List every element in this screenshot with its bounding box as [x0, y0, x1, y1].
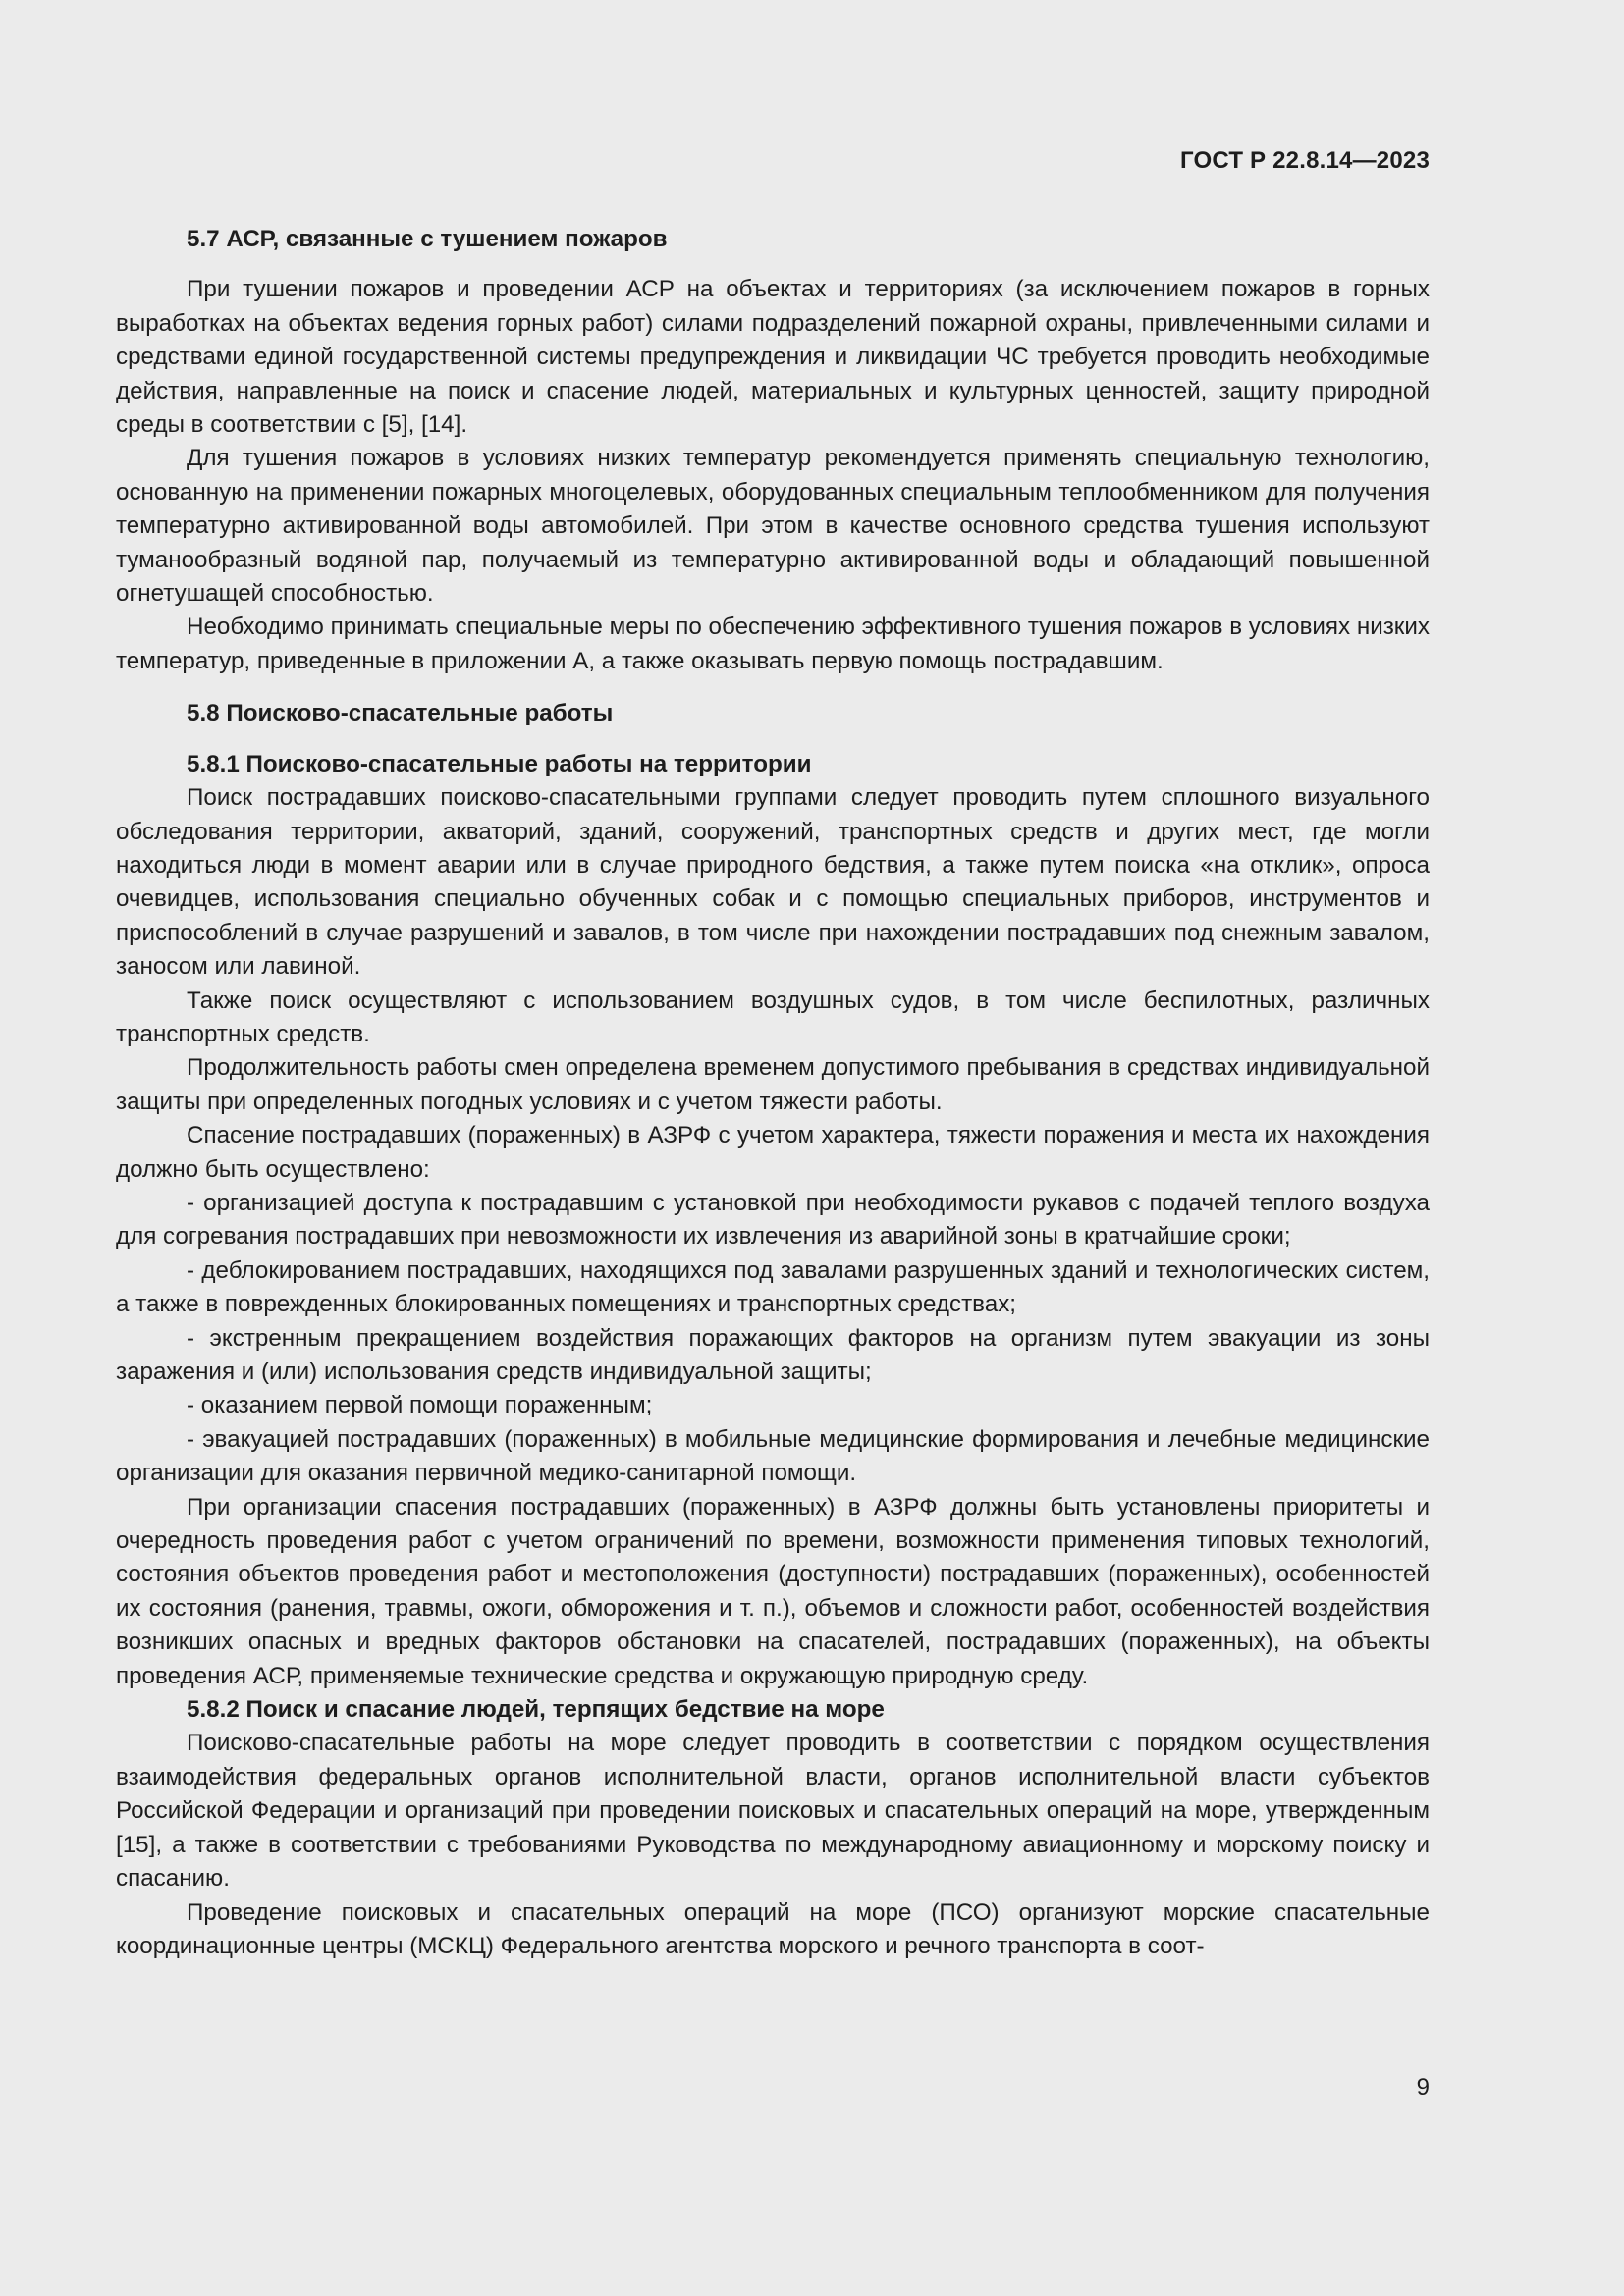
section-5-7-heading: 5.7 АСР, связанные с тушением пожаров: [187, 226, 668, 252]
section-5-8-heading: 5.8 Поисково-спасательные работы: [187, 700, 614, 727]
paragraph: При тушении пожаров и проведении АСР на объектах и территориях (за исключением пожаров в горных выработках на объектах ведения горных работ) силами подразделений пожарной охраны, привлеченными силами и средствами единой государственной системы предупреждения и ликвидации ЧС требуется проводить необходимые действия, направленные на поиск и спасение людей, материальных и культурных ценностей, защиту природной среды в соответствии с [5], [14].: [116, 276, 1430, 439]
paragraph: Необходимо принимать специальные меры по обеспечению эффективного тушения пожаров в условиях низких температур, приведенные в приложении А, а также оказывать первую помощь пострадавшим.: [116, 614, 1430, 674]
document-body: [116, 223, 1430, 1963]
list-item: - организацией доступа к пострадавшим с установкой при необходимости рукавов с подачей теплого воздуха для согревания пострадавших при невозможности их извлечения из аварийной зоны в кратчайшие сроки;: [116, 1189, 1430, 1251]
paragraph: Продолжительность работы смен определена временем допустимого пребывания в средствах индивидуальной защиты при определенных погодных условиях и с учетом тяжести работы.: [116, 1054, 1430, 1115]
paragraph: Поисково-спасательные работы на море следует проводить в соответствии с порядком осуществления взаимодействия федеральных органов исполнительной власти, органов исполнительной власти субъектов Российской Федерации и организаций при проведении поисковых и спасательных операций на море, утвержденным [15], а также в соответствии с требованиями Руководства по международному авиационному и морскому поиску и спасанию.: [116, 1730, 1430, 1893]
list-item: - эвакуацией пострадавших (пораженных) в мобильные медицинские формирования и лечебные медицинские организации для оказания первичной медико-санитарной помощи.: [116, 1425, 1430, 1487]
list-item: - экстренным прекращением воздействия поражающих факторов на организм путем эвакуации из зоны заражения и (или) использования средств индивидуальной защиты;: [116, 1324, 1430, 1385]
page-number: 9: [1416, 2074, 1430, 2101]
paragraph: При организации спасения пострадавших (пораженных) в АЗРФ должны быть установлены приоритеты и очередность проведения работ с учетом ограничений по времени, возможности применения типовых технологий, состояния объектов проведения работ и местоположения (доступности) пострадавших (пораженных), особенностей их состояния (ранения, травмы, ожоги, обморожения и т. п.), объемов и сложности работ, особенностей воздействия возникших опасных и вредных факторов обстановки на спасателей, пострадавших (пораженных), на объекты проведения АСР, применяемые технические средства и окружающую природную среду.: [116, 1493, 1430, 1689]
paragraph: Для тушения пожаров в условиях низких температур рекомендуется применять специальную технологию, основанную на применении пожарных многоцелевых, оборудованных специальным теплообменником для получения температурно активированной воды автомобилей. При этом в качестве основного средства тушения используют туманообразный водяной пар, получаемый из температурно активированной воды и обладающий повышенной огнетушащей способностью.: [116, 445, 1430, 608]
paragraph: Спасение пострадавших (пораженных) в АЗРФ с учетом характера, тяжести поражения и места их нахождения должно быть осуществлено:: [116, 1122, 1430, 1183]
section-5-8-1-heading: 5.8.1 Поисково-спасательные работы на территории: [187, 750, 812, 777]
document-code-header: ГОСТ Р 22.8.14—2023: [1180, 147, 1430, 174]
paragraph: Проведение поисковых и спасательных операций на море (ПСО) организуют морские спасательные координационные центры (МСКЦ) Федерального агентства морского и речного транспорта в соот-: [116, 1898, 1430, 1959]
paragraph: Поиск пострадавших поисково-спасательными группами следует проводить путем сплошного визуального обследования территории, акваторий, зданий, сооружений, транспортных средств и других мест, где могли находиться люди в момент аварии или в случае природного бедствия, а также путем поиска «на отклик», опроса очевидцев, использования специально обученных собак и с помощью специальных приборов, инструментов и приспособлений в случае разрушений и завалов, в том числе при нахождении пострадавших под снежным завалом, заносом или лавиной.: [116, 784, 1430, 981]
section-5-8-2-heading: 5.8.2 Поиск и спасание людей, терпящих бедствие на море: [187, 1696, 885, 1724]
list-item: - оказанием первой помощи пораженным;: [187, 1392, 653, 1419]
paragraph: Также поиск осуществляют с использованием воздушных судов, в том числе беспилотных, различных транспортных средств.: [116, 987, 1430, 1047]
list-item: - деблокированием пострадавших, находящихся под завалами разрушенных зданий и технологических систем, а также в поврежденных блокированных помещениях и транспортных средствах;: [116, 1256, 1430, 1318]
